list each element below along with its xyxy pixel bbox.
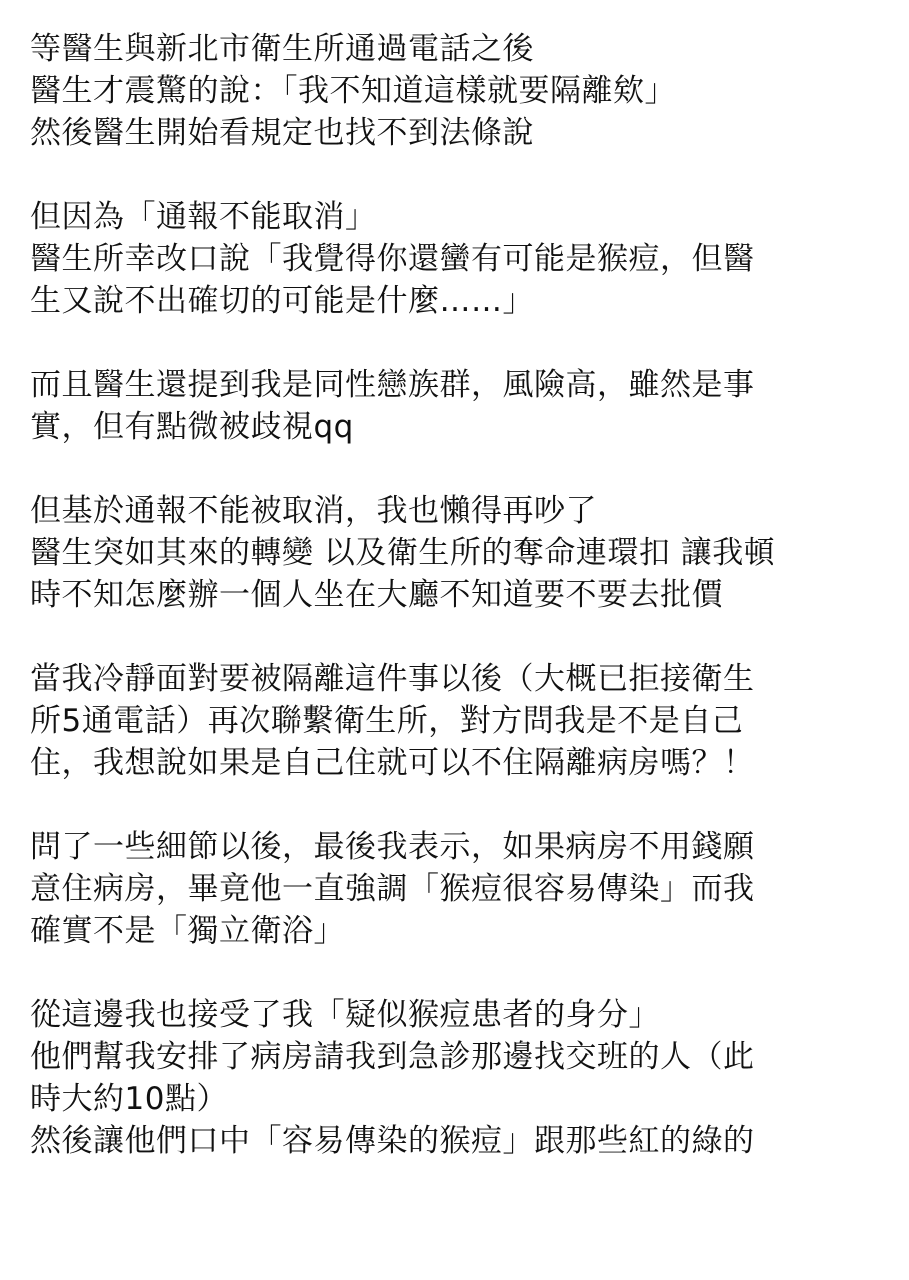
text-line: 當我冷靜面對要被隔離這件事以後（大概已拒接衛生 [30,661,755,697]
text-line: 時不知怎麼辦一個人坐在大廳不知道要不要去批價 [30,577,723,613]
text-line: 確實不是「獨立衛浴」 [30,913,345,949]
text-line: 醫生突如其來的轉變 以及衛生所的奪命連環扣 讓我頓 [30,535,776,571]
text-line: 醫生才震驚的說：「我不知道這樣就要隔離欸」 [30,73,676,109]
paragraph [30,994,880,1162]
paragraph [30,364,880,448]
text-line: 醫生所幸改口說「我覺得你還蠻有可能是猴痘，但醫 [30,241,755,277]
text-line: 但基於通報不能被取消，我也懶得再吵了 [30,493,597,529]
text-line: 然後讓他們口中「容易傳染的猴痘」跟那些紅的綠的 [30,1123,755,1159]
text-line: 從這邊我也接受了我「疑似猴痘患者的身分」 [30,997,660,1033]
text-line: 實，但有點微被歧視qq [30,409,354,445]
text-line: 等醫生與新北市衛生所通過電話之後 [30,31,534,67]
text-line: 所5通電話）再次聯繫衛生所，對方問我是不是自己 [30,703,744,739]
text-line: 而且醫生還提到我是同性戀族群，風險高，雖然是事 [30,367,755,403]
text-line: 生又說不出確切的可能是什麼……」 [30,283,534,319]
paragraph [30,826,880,952]
paragraph [30,490,880,616]
text-line: 住，我想說如果是自己住就可以不住隔離病房嗎？！ [30,745,755,781]
text-line: 問了一些細節以後，最後我表示，如果病房不用錢願 [30,829,755,865]
paragraph [30,196,880,322]
text-line: 但因為「通報不能取消」 [30,199,377,235]
text-line: 然後醫生開始看規定也找不到法條說 [30,115,534,151]
text-line: 他們幫我安排了病房請我到急診那邊找交班的人（此 [30,1039,755,1075]
text-line: 意住病房，畢竟他一直強調「猴痘很容易傳染」而我 [30,871,755,907]
text-line: 時大約10點） [30,1081,228,1117]
paragraph [30,28,880,154]
paragraph [30,658,880,784]
post-body [30,28,880,1204]
